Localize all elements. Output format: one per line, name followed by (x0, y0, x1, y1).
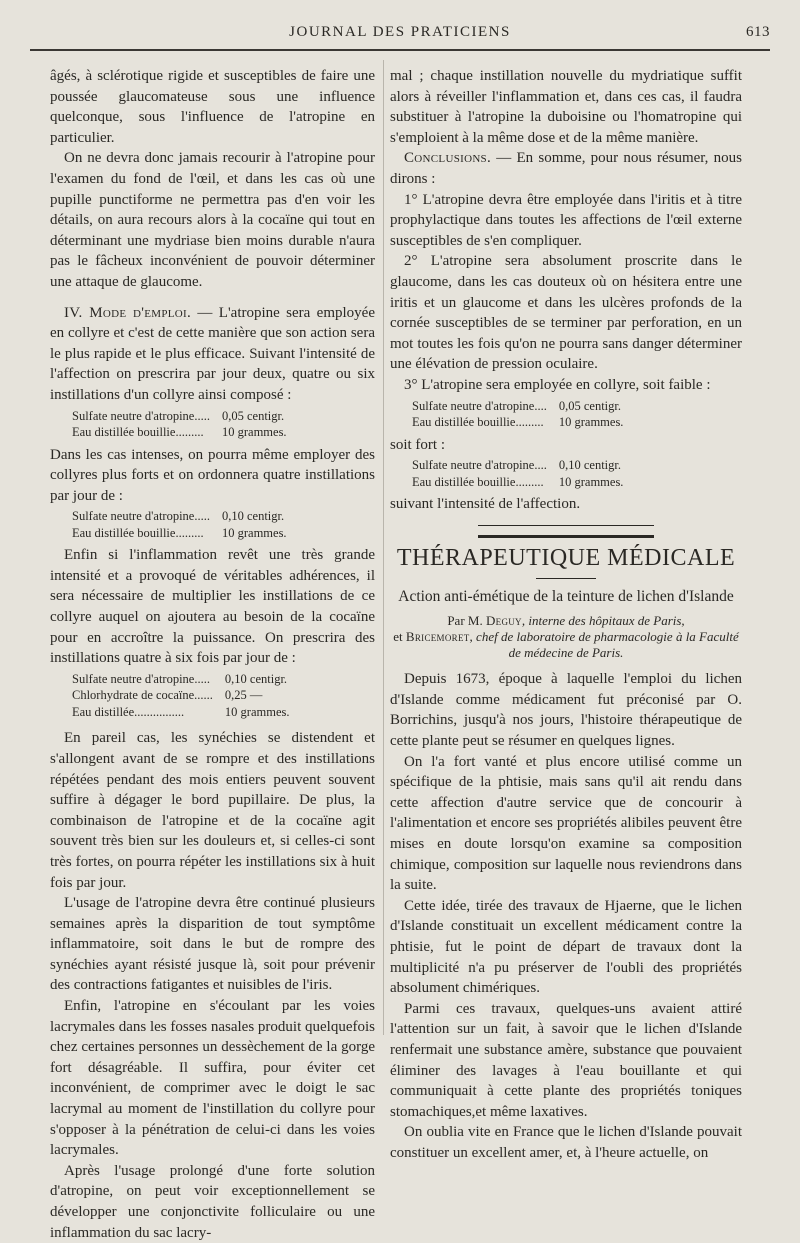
paragraph: Enfin si l'inflammation revêt une très grande intensité et a provoqué de véritables adhérences, il sera nécessaire de multiplier les instillations de ce collyre auquel on ajoutera au besoin de la cocaïne pour en accroître la puissance. On prescrira des instillations quatre à six fois par jour de : (50, 547, 375, 667)
paragraph: On ne devra donc jamais recourir à l'atropine pour l'examen du fond de l'œil, et dans les cas où une pupille punctiforme ne permettra pas d'en voir les détails, on aura recours alors à la cocaïne qui tout en déterminant une mydriase bien moins durable n'aura pas le fâcheux inconvénient de pouvoir déterminer une attaque de glaucome. (50, 150, 375, 290)
ingredient: Eau distillée bouillie......... (72, 425, 204, 439)
prescription-row (72, 525, 287, 542)
prescription-table (72, 408, 287, 441)
paragraph-mode-emploi (50, 303, 375, 406)
prescription-row (412, 474, 623, 491)
quantity: 10 grammes. (221, 525, 287, 540)
byline (390, 613, 742, 661)
prescription-row (72, 408, 287, 425)
quantity: 0,25 — (224, 688, 263, 703)
prescription-row (412, 414, 623, 431)
prescription-row (72, 704, 290, 721)
left-column (50, 66, 375, 1243)
quantity: 0,10 centigr. (221, 509, 285, 524)
list-item: 2° L'atropine sera absolument proscrite dans le glaucome, dans les cas douteux où on hésitera entre une iritis et un glaucome et dans les ulcères profonds de la cornée susceptibles de se terminer par perforation, en un mot toutes les fois qu'on ne pourra sans danger déterminer une élévation de pression oculaire. (390, 253, 742, 373)
paragraph: Après l'usage prolongé d'une forte solution d'atropine, on peut voir exceptionnellement se développer une conjonctivite folliculaire ou une inflammation du sac lacry- (50, 1162, 375, 1241)
paragraph: Cette idée, tirée des travaux de Hjaerne, que le lichen d'Islande constituait un excellent médicament contre la phtisie, fut le point de départ de travaux dont la multiplicité n'a pu préserver de l'oubli des propriétés absolument chimériques. (390, 897, 742, 997)
paragraph: Enfin, l'atropine en s'écoulant par les voies lacrymales dans les fosses nasales produit quelquefois chez certaines personnes un dessèchement de la gorge fort désagréable. Il suffira, pour éviter cet inconvénient, de comprimer avec le doigt le sac lacrymal au moment de l'instillation du collyre pour s'opposer à la pénétration de celui-ci dans les voies lacrymales. (50, 998, 375, 1159)
paragraph: En pareil cas, les synéchies se distendent et s'allongent avant de se rompre et des instillations répétées pendant des mois entiers peuvent souvent suffire à dégager le bord pupillaire. De plus, la combinaison de l'atropine et de la cocaïne agit souvent très bien sur les douleurs et, si celles-ci sont très fortes, on pourra répéter les instillations six à huit fois par jour. (50, 730, 375, 891)
quantity: 10 grammes. (221, 425, 287, 439)
prescription-row (72, 671, 290, 688)
paragraph: On oublia vite en France que le lichen d'Islande pouvait constituer un excellent amer, et, à l'heure actuelle, on (390, 1124, 742, 1161)
page-number: 613 (746, 24, 770, 40)
paragraph: L'usage de l'atropine devra être continué plusieurs semaines après la disparition de tout symptôme inflammatoire, soit dans le but de rompre des synéchies ayant résisté jusque là, soit pour prévenir des contractions fatigantes et nuisibles de l'iris. (50, 895, 375, 994)
section-title: THÉRAPEUTIQUE MÉDICALE (396, 544, 736, 571)
quantity: 0,10 centigr. (558, 458, 621, 473)
list-item: 3° L'atropine sera employée en collyre, soit faible : (404, 376, 711, 393)
quantity: 0,05 centigr. (221, 408, 285, 423)
byline-line: Par M. Deguy, interne des hôpitaux de Paris, (447, 613, 685, 629)
ingredient: Sulfate neutre d'atropine.... (412, 458, 547, 473)
list-item: 1° L'atropine devra être employée dans l'iritis et à titre prophylactique dans toutes les affections de l'œil externe susceptibles de s'en compliquer. (390, 191, 742, 249)
ingredient: Chlorhydrate de cocaïne...... (72, 688, 213, 703)
paragraph: suivant l'intensité de l'affection. (390, 496, 581, 513)
prescription-table (412, 398, 623, 431)
short-rule (536, 578, 596, 579)
paragraph: Parmi ces travaux, quelques-uns avaient attiré l'attention sur un fait, à savoir que le lichen d'Islande renfermait une substance amère, substance que pouvaient éliminer des lavages à l'eau bouillante et qui communiquait à cette plante des propriétés toniques stomachiques,et même laxatives. (390, 1000, 742, 1120)
section-ornament-rule (478, 525, 654, 538)
ingredient: Eau distillée bouillie......... (412, 415, 544, 429)
paragraph-text: — En somme, pour nous résumer, nous dirons : (390, 150, 742, 187)
ingredient: Sulfate neutre d'atropine..... (72, 408, 210, 423)
quantity: 10 grammes. (224, 704, 290, 719)
quantity: 0,05 centigr. (558, 398, 621, 413)
ingredient: Sulfate neutre d'atropine..... (72, 509, 210, 524)
prescription-table (72, 671, 290, 721)
journal-title: JOURNAL DES PRATICIENS (289, 24, 511, 40)
prescription-row (72, 424, 287, 441)
prescription-row (72, 508, 287, 525)
paragraph: On l'a fort vanté et plus encore utilisé comme un spécifique de la phtisie, mais sans qu'il ait rendu dans cette affection d'autre service que de concourir à l'alimentation et encore ses propriétés alibiles peuvent être mises en doute lorsqu'on examine sa composition chimique, composition sur laquelle nous reviendrons dans la suite. (390, 753, 742, 894)
byline-line: et Bricemoret, chef de laboratoire de pharmacologie à la Faculté de médecine de Paris. (393, 629, 739, 661)
right-column (390, 66, 742, 1164)
quantity: 0,10 centigr. (224, 671, 288, 686)
prescription-table (72, 508, 287, 541)
subheading: IV. Mode d'emploi. (64, 304, 192, 321)
paragraph: soit fort : (390, 436, 445, 453)
subheading: Conclusions. (404, 150, 492, 167)
paragraph-text: — L'atropine sera employée en collyre et c'est de cette manière que son action sera le plus rapide et le plus efficace. Suivant l'intensité de l'affection on prescrira par jour deux, quatre ou six instillations d'un collyre ainsi composé : (50, 304, 375, 403)
paragraph: mal ; chaque instillation nouvelle du mydriatique suffit alors à réveiller l'inflammation et, dans ces cas, il faudra substituer à l'atropine la duboisine ou l'homatropine qui s'emploient à la même dose et de la même manière. (390, 68, 742, 146)
column-divider (383, 60, 384, 1035)
paragraph: Depuis 1673, époque à laquelle l'emploi du lichen d'Islande comme médicament fut préconisé par O. Borrichins, jusqu'à nos jours, l'histoire thérapeutique de cette plante peut se résumer en quelques lignes. (390, 671, 742, 750)
ingredient: Eau distillée bouillie......... (412, 474, 544, 489)
prescription-row (412, 398, 623, 415)
ingredient: Sulfate neutre d'atropine..... (72, 671, 210, 686)
paragraph: âgés, à sclérotique rigide et susceptibles de faire une poussée glaucomateuse sous une influence quelconque, sous l'influence de l'atropine en particulier. (50, 68, 375, 146)
ingredient: Eau distillée bouillie......... (72, 525, 204, 540)
article-title: Action anti-émétique de la teinture de lichen d'Islande (398, 588, 734, 606)
header-rule (30, 49, 770, 51)
ingredient: Sulfate neutre d'atropine.... (412, 398, 547, 413)
quantity: 10 grammes. (558, 415, 624, 429)
author-name: Bricemoret (405, 629, 470, 645)
paragraph-conclusions (390, 148, 742, 189)
ingredient: Eau distillée................ (72, 704, 185, 719)
running-header (30, 22, 770, 50)
paragraph: Dans les cas intenses, on pourra même employer des collyres plus forts et on ordonnera quatre instillations par jour de : (50, 446, 375, 504)
prescription-row (72, 687, 290, 704)
author-name: Deguy (485, 613, 522, 629)
quantity: 10 grammes. (558, 474, 624, 489)
prescription-table (412, 457, 623, 490)
prescription-row (412, 457, 623, 474)
